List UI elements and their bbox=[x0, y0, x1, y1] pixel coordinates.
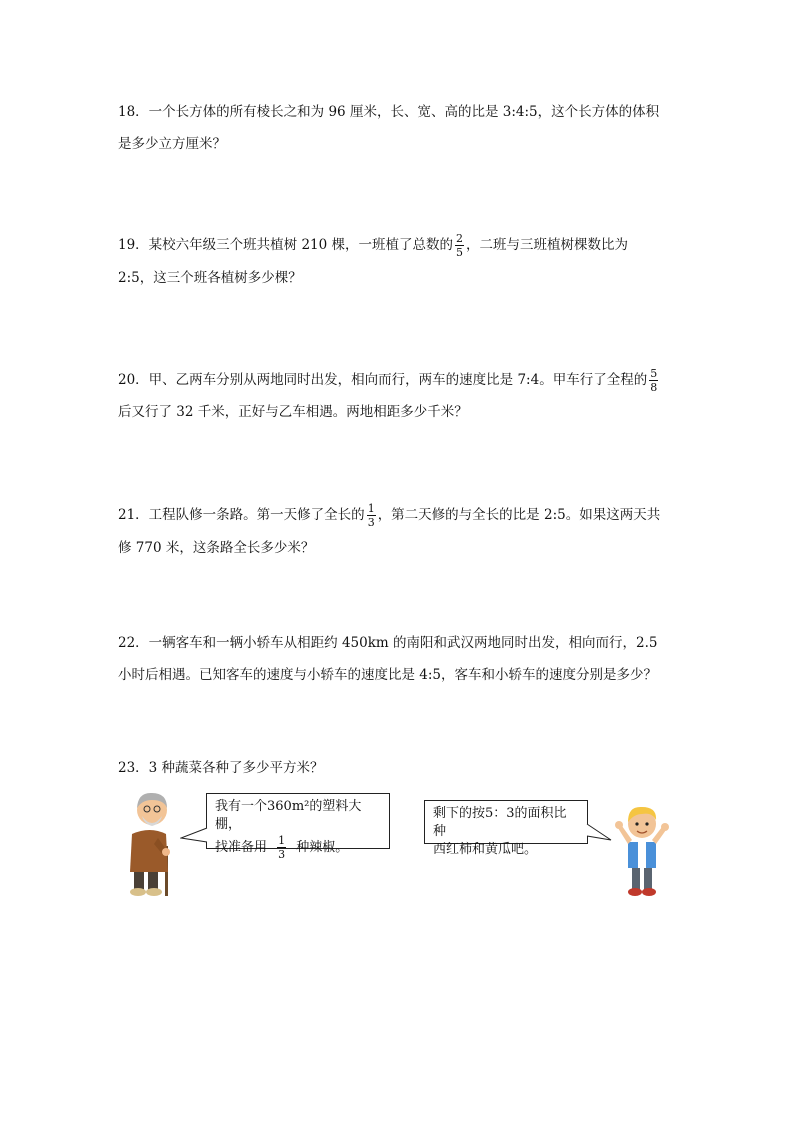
bubble-left-text-a: 找准备用 bbox=[215, 840, 268, 855]
bubble-right-line2: 西红柿和黄瓜吧。 bbox=[433, 842, 538, 857]
question-19-line2: 2:5，这三个班各植树多少棵？ bbox=[118, 270, 302, 286]
fraction bbox=[649, 367, 658, 394]
fraction bbox=[367, 502, 376, 529]
bubble-left-text-b: 种辣椒。 bbox=[296, 840, 349, 855]
speech-bubble-right bbox=[424, 800, 588, 857]
question-21-text-b: ，第二天修的与全长的比是 2:5。如果这两天共 bbox=[377, 507, 661, 523]
fraction-denominator: 3 bbox=[278, 848, 286, 861]
question-22-line1: 22．一辆客车和一辆小轿车从相距约 450km 的南阳和武汉两地同时出发，相向而行，2.5 bbox=[118, 635, 658, 651]
question-19-line1 bbox=[118, 232, 628, 259]
fraction-denominator: 3 bbox=[367, 516, 375, 529]
fraction bbox=[455, 232, 464, 259]
question-19-text-b: ，二班与三班植树棵数比为 bbox=[466, 237, 629, 253]
question-18-line2: 是多少立方厘米？ bbox=[118, 136, 226, 152]
boy-illustration bbox=[614, 800, 670, 900]
fraction-denominator: 8 bbox=[650, 381, 658, 394]
speech-bubble-right-tail bbox=[586, 822, 612, 844]
question-21-text-a: 21．工程队修一条路。第一天修了全长的 bbox=[118, 507, 365, 523]
bubble-right-line1: 剩下的按5：3的面积比种 bbox=[433, 806, 567, 839]
question-22-line2: 小时后相遇。已知客车的速度与小轿车的速度比是 4:5，客车和小轿车的速度分别是多少？ bbox=[118, 667, 658, 683]
question-20-text-a: 20．甲、乙两车分别从两地同时出发，相向而行，两车的速度比是 7:4。甲车行了全程的 bbox=[118, 372, 648, 388]
question-20-line2: 后又行了 32 千米，正好与乙车相遇。两地相距多少千米？ bbox=[118, 404, 468, 420]
question-23-line1: 23．3 种蔬菜各种了多少平方米？ bbox=[118, 760, 324, 776]
question-20-line1 bbox=[118, 367, 660, 394]
question-18-line1: 18．一个长方体的所有棱长之和为 96 厘米，长、宽、高的比是 3:4:5，这个长方体的体积 bbox=[118, 104, 660, 120]
grandpa-illustration bbox=[120, 786, 182, 898]
question-21-line2: 修 770 米，这条路全长多少米？ bbox=[118, 540, 315, 556]
fraction-numerator: 5 bbox=[650, 367, 658, 380]
speech-bubble-left bbox=[206, 793, 390, 861]
bubble-left-line2 bbox=[215, 834, 381, 861]
fraction-numerator: 1 bbox=[278, 834, 286, 847]
fraction bbox=[277, 834, 286, 861]
question-21-line1 bbox=[118, 502, 660, 529]
fraction-denominator: 5 bbox=[456, 246, 464, 259]
speech-bubble-left-tail bbox=[180, 826, 208, 846]
fraction-numerator: 2 bbox=[456, 232, 464, 245]
bubble-left-line1: 我有一个360m²的塑料大棚， bbox=[215, 799, 362, 832]
fraction-numerator: 1 bbox=[367, 502, 375, 515]
question-19-text-a: 19．某校六年级三个班共植树 210 棵，一班植了总数的 bbox=[118, 237, 454, 253]
